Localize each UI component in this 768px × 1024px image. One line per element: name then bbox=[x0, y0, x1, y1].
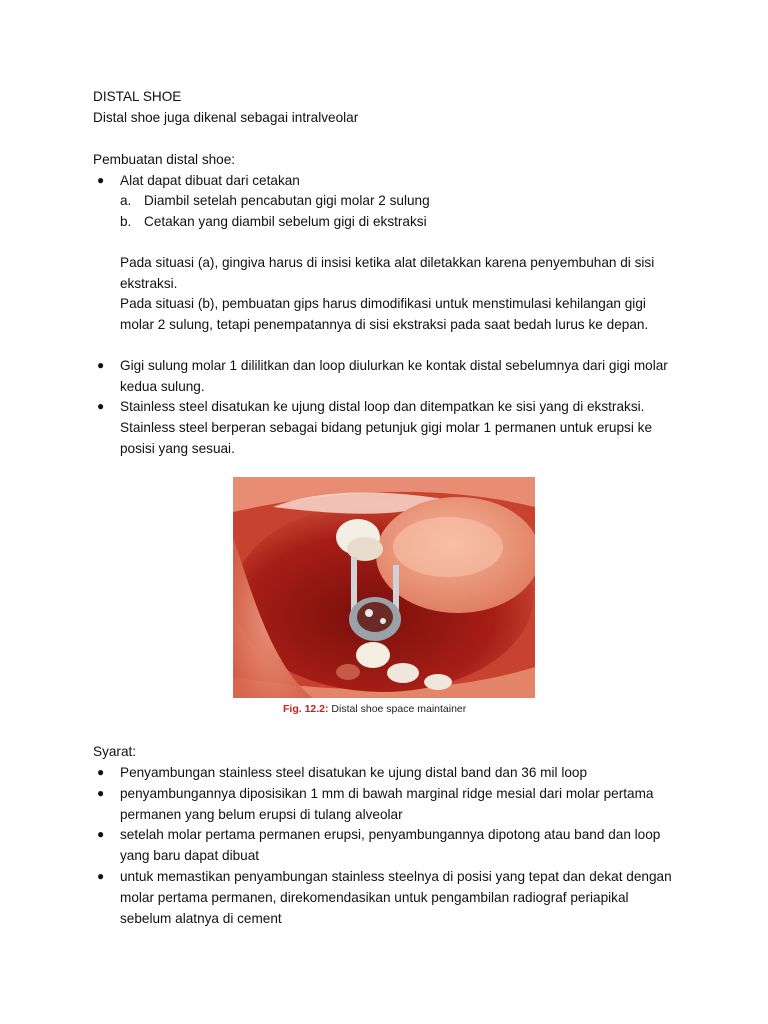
bullet-marker: ● bbox=[97, 173, 105, 187]
requirements-title: Syarat: bbox=[93, 744, 137, 759]
making-bullet-1: Alat dapat dibuat dari cetakan bbox=[120, 173, 300, 188]
paragraph-situation-a: Pada situasi (a), gingiva harus di insisi ketika alat diletakkan karena penyembuhan di sisi ekstraksi. bbox=[120, 255, 655, 291]
bullet-marker: ● bbox=[97, 765, 105, 779]
requirement-item: untuk memastikan penyambungan stainless steelnya di posisi yang tepat dan dekat dengan molar pertama permanen, direkomendasikan untuk pengambilan radiograf periapikal sebelum alatnya di cement bbox=[120, 869, 672, 926]
heading: DISTAL SHOE bbox=[93, 89, 182, 104]
bullet-marker: ● bbox=[97, 869, 105, 883]
making-bullet-2: Gigi sulung molar 1 dililitkan dan loop diulurkan ke kontak distal sebelumnya dari gigi molar kedua sulung. bbox=[120, 358, 668, 394]
mouth-illustration bbox=[233, 477, 535, 698]
figure-caption-text: Distal shoe space maintainer bbox=[328, 703, 467, 715]
sub-marker-b: b. bbox=[120, 214, 132, 229]
sub-marker-a: a. bbox=[120, 193, 132, 208]
paragraph-situation-b: Pada situasi (b), pembuatan gips harus dimodifikasi untuk menstimulasi kehilangan gigi molar 2 sulung, tetapi penempatannya di sisi ekstraksi pada saat bedah lurus ke depan. bbox=[120, 296, 649, 332]
distal-shoe-photo bbox=[233, 477, 535, 698]
bullet-marker: ● bbox=[97, 358, 105, 372]
figure-caption bbox=[283, 702, 466, 716]
bullet-marker: ● bbox=[97, 399, 105, 413]
intro-text: Distal shoe juga dikenal sebagai intralveolar bbox=[93, 110, 359, 125]
requirement-item: setelah molar pertama permanen erupsi, penyambungannya dipotong atau band dan loop yang baru dapat dibuat bbox=[120, 827, 661, 863]
figure-label: Fig. 12.2: bbox=[283, 703, 329, 715]
sub-item-a: Diambil setelah pencabutan gigi molar 2 sulung bbox=[144, 193, 430, 208]
requirement-item: Penyambungan stainless steel disatukan ke ujung distal band dan 36 mil loop bbox=[120, 765, 588, 780]
bullet-marker: ● bbox=[97, 827, 105, 841]
making-title: Pembuatan distal shoe: bbox=[93, 152, 236, 167]
requirement-item: penyambungannya diposisikan 1 mm di bawah marginal ridge mesial dari molar pertama permanen yang belum erupsi di tulang alveolar bbox=[120, 786, 654, 822]
sub-item-b: Cetakan yang diambil sebelum gigi di ekstraksi bbox=[144, 214, 427, 229]
making-bullet-3: Stainless steel disatukan ke ujung distal loop dan ditempatkan ke sisi yang di ekstraksi. Stainless steel berperan sebagai bidang petunjuk gigi molar 1 permanen untuk erupsi ke posisi yang sesuai. bbox=[120, 399, 653, 456]
bullet-marker: ● bbox=[97, 786, 105, 800]
